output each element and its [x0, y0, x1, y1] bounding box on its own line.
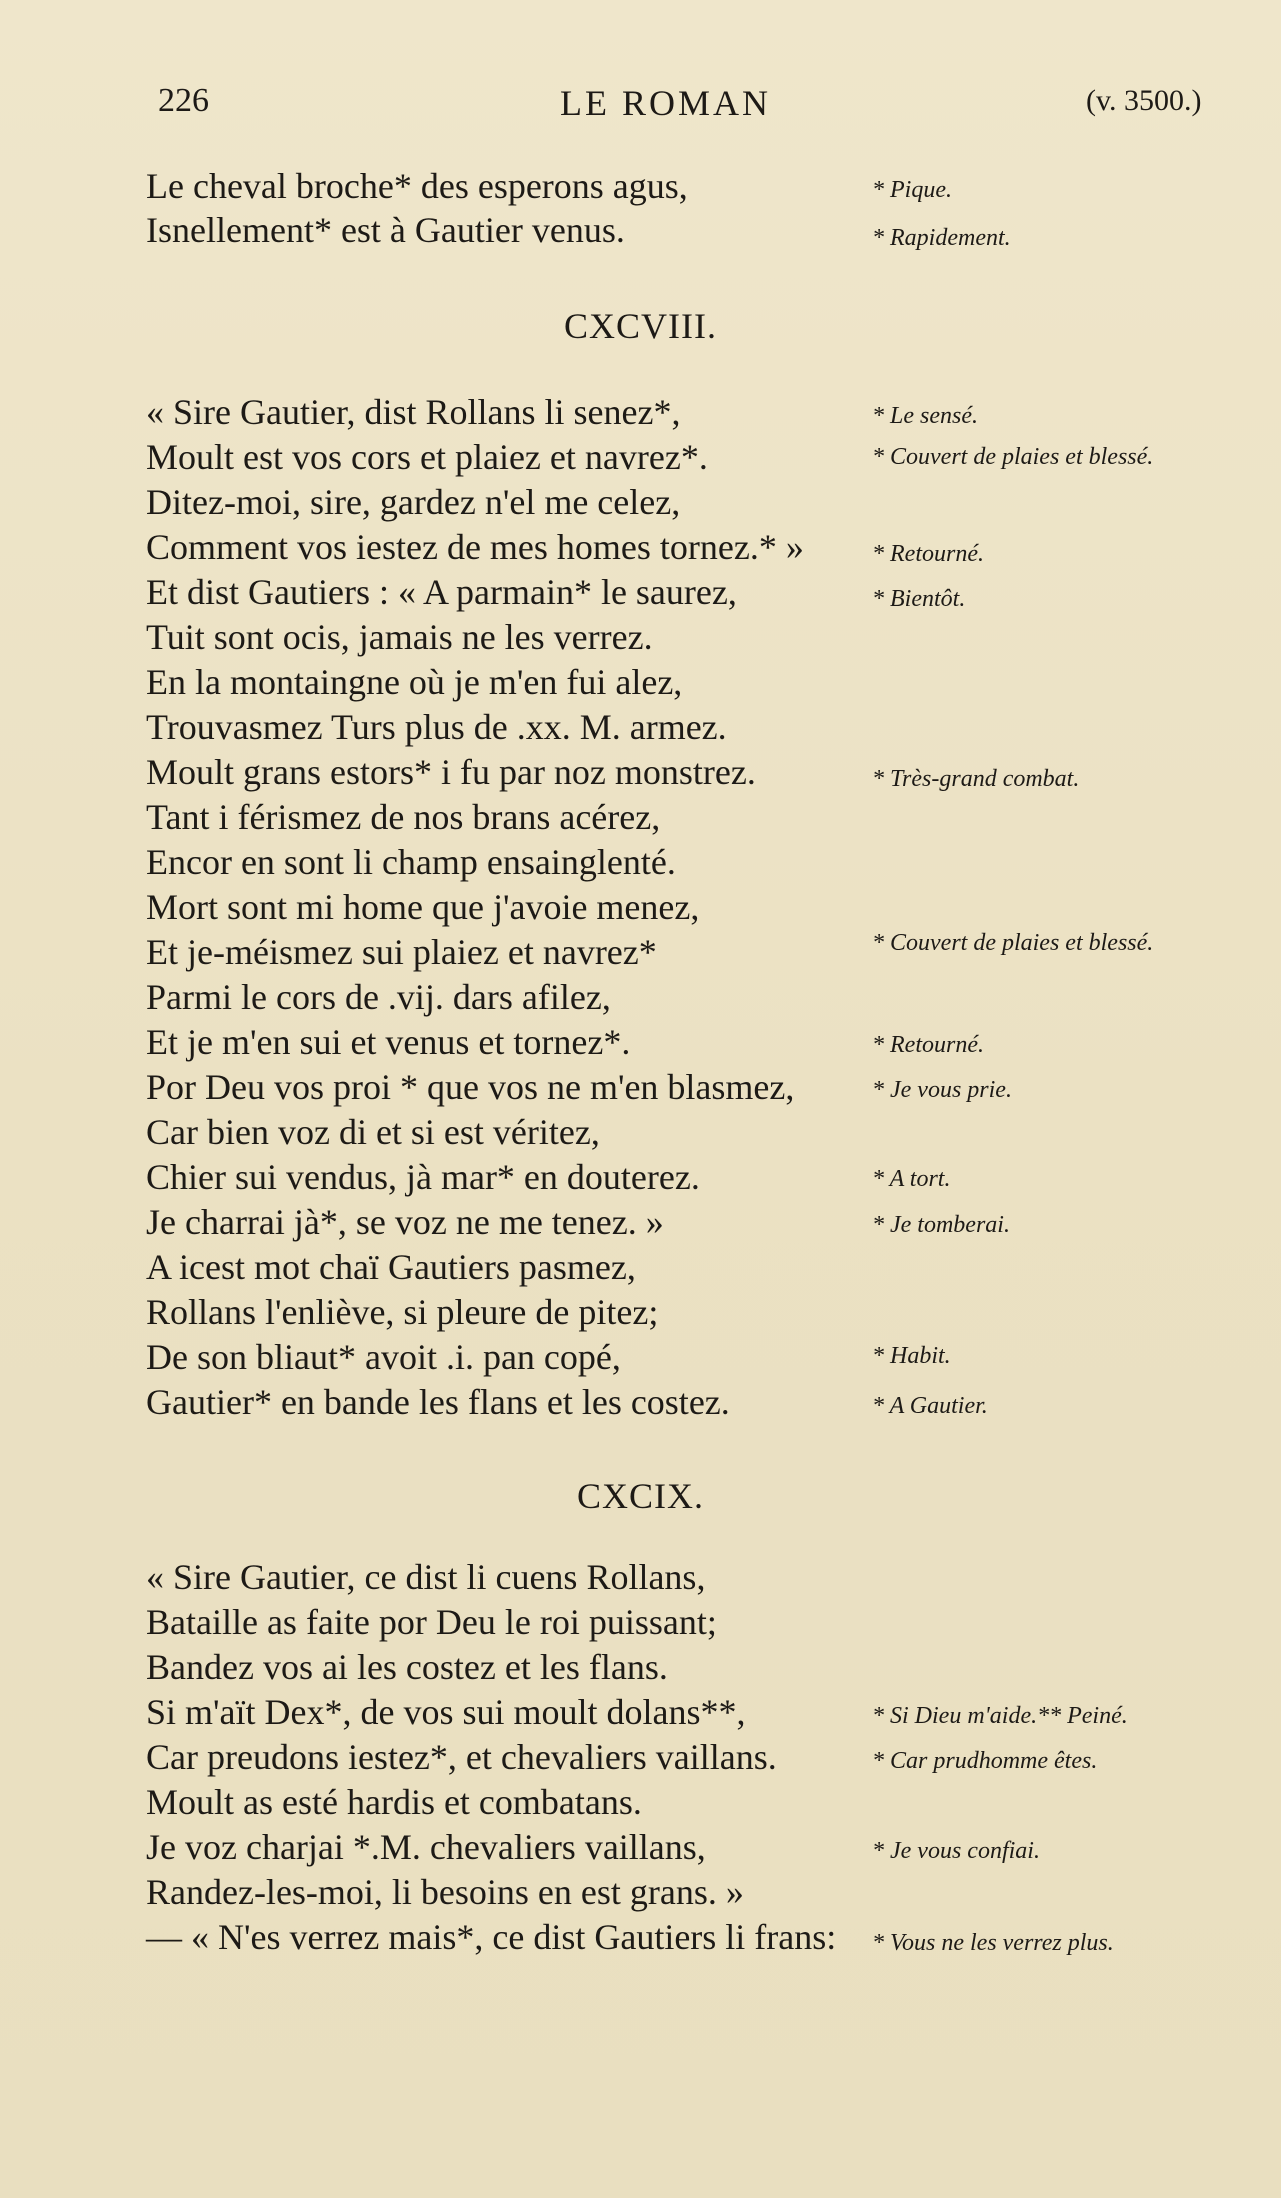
margin-note: * Je vous prie.	[872, 1077, 1012, 1103]
verse-line: Et je-méismez sui plaiez et navrez*	[146, 932, 657, 972]
verse-line: Mort sont mi home que j'avoie menez,	[146, 887, 700, 927]
running-header	[0, 82, 1281, 132]
verse-line: Por Deu vos proi * que vos ne m'en blasmez,	[146, 1067, 795, 1107]
verse-line: En la montaingne où je m'en fui alez,	[146, 662, 683, 702]
verse-line: Car preudons iestez*, et chevaliers vaillans.	[146, 1737, 777, 1777]
verse-line: Tuit sont ocis, jamais ne les verrez.	[146, 617, 653, 657]
verse-line: Et dist Gautiers : « A parmain* le saurez,	[146, 572, 737, 612]
verse-marker: (v. 3500.)	[1086, 84, 1202, 117]
margin-note: * A tort.	[872, 1166, 951, 1192]
verse-line: Je voz charjai *.M. chevaliers vaillans,	[146, 1827, 706, 1867]
verse-line: Parmi le cors de .vij. dars afilez,	[146, 977, 611, 1017]
verse-line: Moult grans estors* i fu par noz monstrez.	[146, 752, 756, 792]
verse-line: Chier sui vendus, jà mar* en douterez.	[146, 1157, 700, 1197]
verse-line: — « N'es verrez mais*, ce dist Gautiers li frans:	[146, 1917, 837, 1957]
margin-note: * Très-grand combat.	[872, 766, 1080, 792]
verse-line: Car bien voz di et si est véritez,	[146, 1112, 600, 1152]
margin-note: * Pique.	[872, 177, 952, 203]
margin-note: * Si Dieu m'aide.** Peiné.	[872, 1703, 1128, 1729]
margin-note: * Le sensé.	[872, 403, 978, 429]
verse-line: A icest mot chaï Gautiers pasmez,	[146, 1247, 636, 1287]
verse-line: De son bliaut* avoit .i. pan copé,	[146, 1337, 621, 1377]
margin-note: * Retourné.	[872, 1032, 984, 1058]
margin-note: * Couvert de plaies et blessé.	[872, 930, 1154, 956]
margin-note: * Habit.	[872, 1343, 951, 1369]
verse-line: Trouvasmez Turs plus de .xx. M. armez.	[146, 707, 727, 747]
margin-note: * Je tomberai.	[872, 1212, 1010, 1238]
verse-line: Rollans l'enliève, si pleure de pitez;	[146, 1292, 659, 1332]
margin-note: * Car prudhomme êtes.	[872, 1748, 1098, 1774]
verse-line: Comment vos iestez de mes homes tornez.* »	[146, 527, 804, 567]
verse-line: Gautier* en bande les flans et les costez.	[146, 1382, 730, 1422]
margin-note: * Couvert de plaies et blessé.	[872, 444, 1154, 470]
verse-line: Le cheval broche* des esperons agus,	[146, 166, 688, 206]
verse-line: Encor en sont li champ ensainglenté.	[146, 842, 676, 882]
verse-line: Si m'aït Dex*, de vos sui moult dolans**,	[146, 1692, 746, 1732]
margin-note: * A Gautier.	[872, 1393, 988, 1419]
margin-note: * Retourné.	[872, 541, 984, 567]
verse-line: Moult as esté hardis et combatans.	[146, 1782, 642, 1822]
verse-line: Je charrai jà*, se voz ne me tenez. »	[146, 1202, 664, 1242]
verse-line: Bataille as faite por Deu le roi puissant;	[146, 1602, 717, 1642]
verse-line: Moult est vos cors et plaiez et navrez*.	[146, 437, 708, 477]
section-heading: CXCIX.	[576, 1476, 704, 1516]
verse-line: Ditez-moi, sire, gardez n'el me celez,	[146, 482, 681, 522]
verse-line: Et je m'en sui et venus et tornez*.	[146, 1022, 631, 1062]
verse-line: Tant i férismez de nos brans acérez,	[146, 797, 661, 837]
running-title: LE ROMAN	[560, 83, 771, 123]
verse-line: « Sire Gautier, dist Rollans li senez*,	[146, 392, 681, 432]
margin-note: * Vous ne les verrez plus.	[872, 1930, 1114, 1956]
margin-note: * Bientôt.	[872, 586, 966, 612]
margin-note: * Je vous confiai.	[872, 1838, 1040, 1864]
verse-line: Bandez vos ai les costez et les flans.	[146, 1647, 668, 1687]
section-heading: CXCVIII.	[564, 306, 717, 346]
verse-line: « Sire Gautier, ce dist li cuens Rollans,	[146, 1557, 706, 1597]
verse-line: Randez-les-moi, li besoins en est grans. »	[146, 1872, 744, 1912]
page-number: 226	[158, 82, 209, 119]
margin-note: * Rapidement.	[872, 225, 1011, 251]
verse-line: Isnellement* est à Gautier venus.	[146, 210, 625, 250]
